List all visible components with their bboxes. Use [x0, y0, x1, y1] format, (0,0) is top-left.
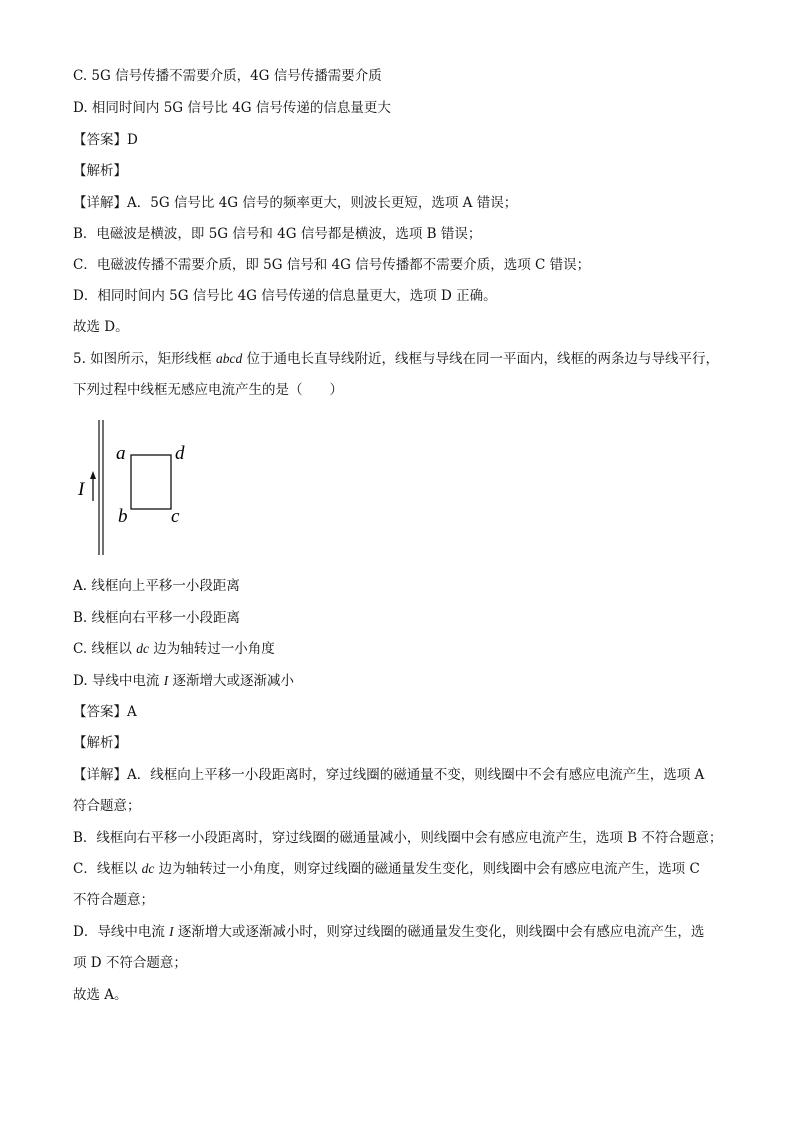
q5-detail-1: 【详解】A．线框向上平移一小段距离时，穿过线圈的磁通量不变，则线圈中不会有感应电流产生，选项 A	[73, 767, 705, 783]
q5-answer: 【答案】A	[73, 704, 137, 720]
detail-line-c: C．电磁波传播不需要介质，即 5G 信号和 4G 信号传播都不需要介质，选项 C 错误；	[73, 257, 591, 273]
question-5-stem-cont: 下列过程中线框无感应电流产生的是（ ）	[73, 382, 343, 398]
q5-option-d: D. 导线中电流 I 逐渐增大或逐渐减小	[73, 673, 295, 689]
figure-wire-loop	[70, 415, 210, 565]
q5-detail-5: 不符合题意；	[73, 892, 154, 908]
question-5-stem: 5. 如图所示，矩形线框 abcd 位于通电长直导线附近，线框与导线在同一平面内，线框的两条边与导线平行，	[73, 351, 720, 367]
q5-detail-3: B．线框向右平移一小段距离时，穿过线圈的磁通量减小，则线圈中会有感应电流产生，选项 B 不符合题意；	[73, 830, 723, 846]
detail-line-a: 【详解】A．5G 信号比 4G 信号的频率更大，则波长更短，选项 A 错误；	[73, 195, 518, 211]
option-d-text: D. 相同时间内 5G 信号比 4G 信号传递的信息量更大	[73, 100, 391, 116]
q5-detail-7: 项 D 不符合题意；	[73, 955, 187, 971]
conclusion-text: 故选 D。	[73, 319, 129, 335]
current-label: I	[78, 479, 85, 500]
q5-conclusion: 故选 A。	[73, 987, 128, 1003]
q5-detail-4: C．线框以 dc 边为轴转过一小角度，则穿过线圈的磁通量发生变化，则线圈中会有感应电流产生，选项 C	[73, 861, 700, 877]
vertex-d: d	[175, 443, 185, 464]
vertex-c: c	[171, 506, 180, 527]
q5-detail-6: D．导线中电流 I 逐渐增大或逐渐减小时，则穿过线圈的磁通量发生变化，则线圈中会有感应电流产生，选	[73, 924, 705, 940]
answer-label: 【答案】D	[73, 132, 138, 148]
rect-loop	[131, 455, 171, 509]
q5-option-a: A. 线框向上平移一小段距离	[73, 578, 240, 594]
detail-line-b: B．电磁波是横波，即 5G 信号和 4G 信号都是横波，选项 B 错误；	[73, 226, 482, 242]
vertex-b: b	[118, 506, 128, 527]
q5-option-b: B. 线框向右平移一小段距离	[73, 610, 241, 626]
arrow-head-icon	[90, 471, 96, 479]
q5-detail-2: 符合题意；	[73, 798, 141, 814]
analysis-label: 【解析】	[73, 163, 127, 179]
vertex-a: a	[116, 443, 126, 464]
option-c-text: C. 5G 信号传播不需要介质，4G 信号传播需要介质	[73, 68, 382, 84]
q5-option-c: C. 线框以 dc 边为轴转过一小角度	[73, 641, 275, 657]
detail-line-d: D．相同时间内 5G 信号比 4G 信号传递的信息量更大，选项 D 正确。	[73, 288, 497, 304]
q5-analysis: 【解析】	[73, 735, 127, 751]
